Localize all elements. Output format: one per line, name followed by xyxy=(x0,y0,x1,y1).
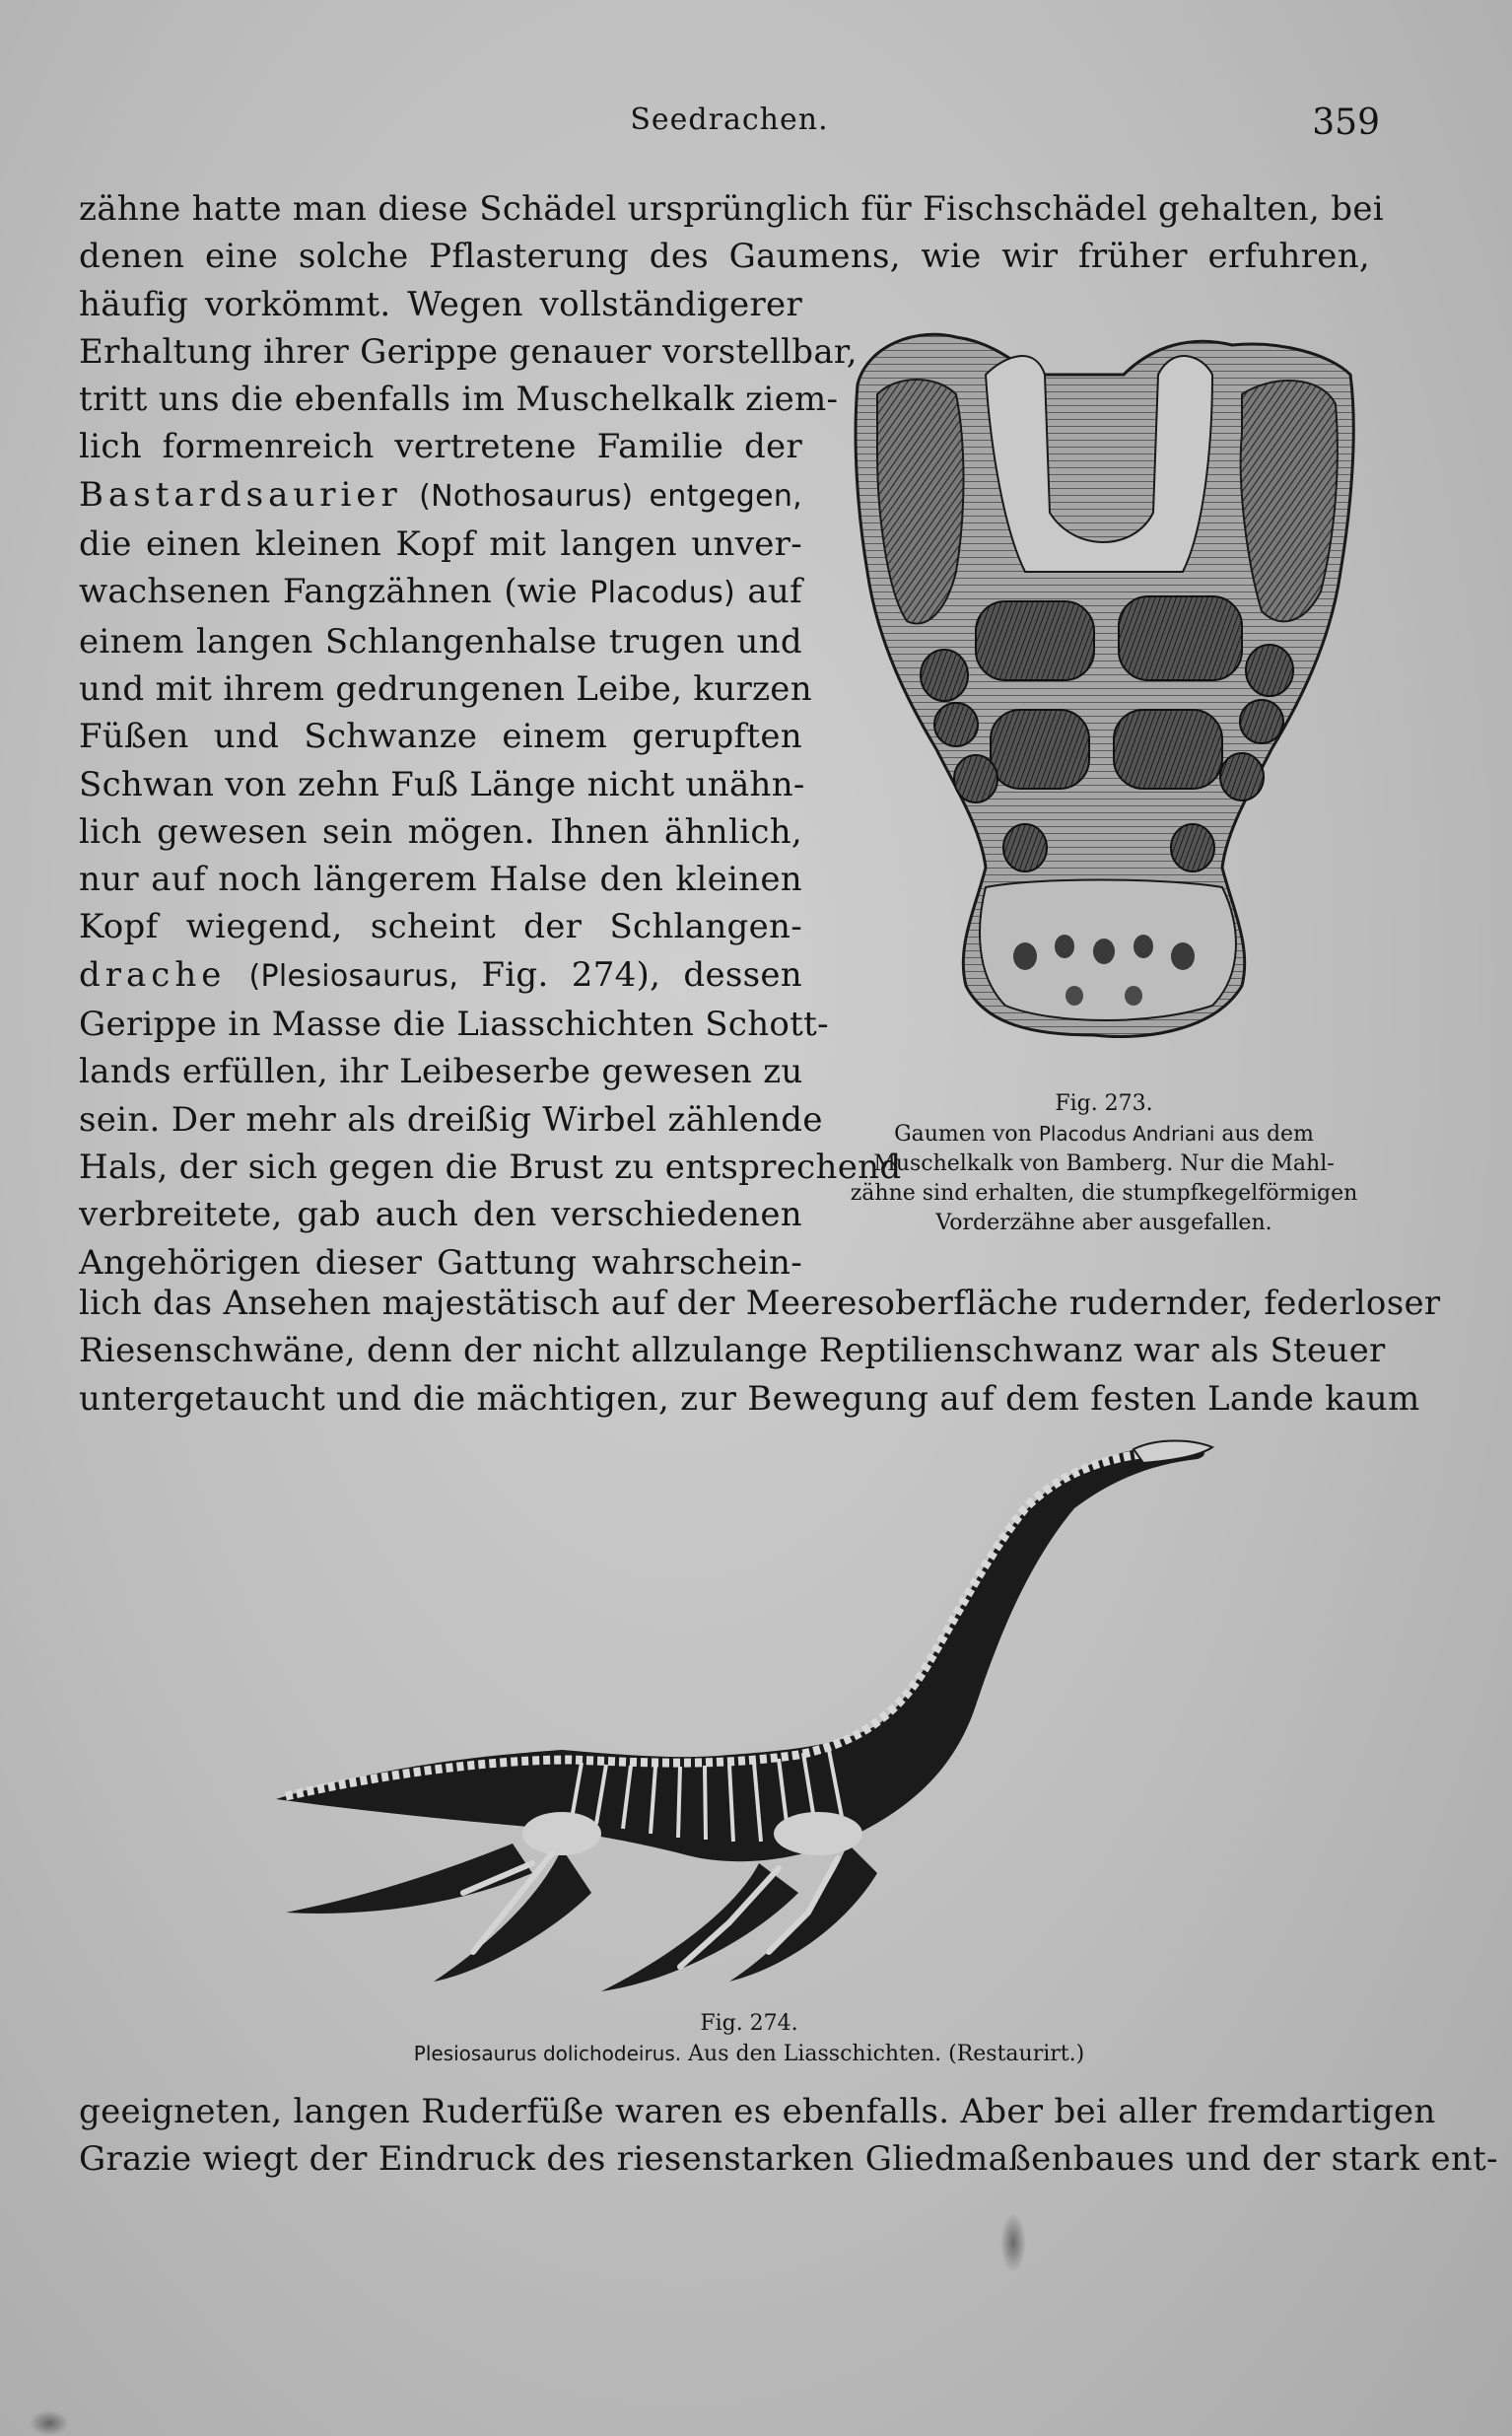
text-line: Grazie wiegt der Eindruck des riesenstarken Gliedmaßenbaues und der stark ent- xyxy=(79,2139,1498,2180)
text-line xyxy=(79,568,802,617)
text-line: denen eine solche Pflasterung des Gaumens, wie wir früher erfuhren, xyxy=(79,237,1370,277)
text-line: die einen kleinen Kopf mit langen unver- xyxy=(79,524,802,565)
text-line: häufig vorkömmt. Wegen vollständigerer xyxy=(79,284,802,324)
text-line xyxy=(79,951,802,1001)
text-line: zähne hatte man diese Schädel ursprünglich für Fischschädel gehalten, bei xyxy=(79,189,1384,229)
page-header xyxy=(79,103,1380,152)
text-line: lich gewesen sein mögen. Ihnen ähnlich, xyxy=(79,811,802,852)
text-line: sein. Der mehr als dreißig Wirbel zählende xyxy=(79,1099,823,1140)
figure-274-caption xyxy=(266,2009,1232,2069)
caption-line: Muschelkalk von Bamberg. Nur die Mahl- xyxy=(873,1151,1335,1176)
text-line xyxy=(79,471,802,521)
text-line: Riesenschwäne, denn der nicht allzulange Reptilienschwanz war als Steuer xyxy=(79,1331,1386,1371)
ink-stain xyxy=(1000,2213,1026,2272)
text-middle-full xyxy=(79,1280,1441,1423)
running-head: Seedrachen. xyxy=(630,103,829,137)
figure-273 xyxy=(838,315,1370,1235)
figure-273-label: Fig. 273. xyxy=(1055,1091,1153,1116)
text-line: geeigneten, langen Ruderfüße waren es ebenfalls. Aber bei aller fremdartigen xyxy=(79,2092,1436,2131)
text-fragment: Fig. 274), dessen xyxy=(481,954,802,995)
caption-line xyxy=(838,1119,1370,1149)
text-line: Erhaltung ihrer Gerippe genauer vorstellbar, xyxy=(79,331,858,372)
text-line: tritt uns die ebenfalls im Muschelkalk ziem- xyxy=(79,380,839,420)
text-line: untergetaucht und die mächtigen, zur Bewegung auf dem festen Lande kaum xyxy=(79,1378,1420,1419)
emphasized-term: drache xyxy=(79,954,227,995)
text-fragment: wachsenen Fangzähnen (wie xyxy=(79,572,578,612)
text-line: einem langen Schlangenhalse trugen und xyxy=(79,621,802,661)
placodus-palate-illustration xyxy=(838,315,1370,1084)
text-line: und mit ihrem gedrungenen Leibe, kurzen xyxy=(79,668,812,709)
figure-274-label: Fig. 274. xyxy=(700,2011,798,2036)
page-number: 359 xyxy=(1312,103,1380,143)
emphasized-term: Bastardsaurier xyxy=(79,474,402,515)
caption-line: zähne sind erhalten, die stumpfkegelförmigen xyxy=(850,1181,1358,1206)
text-line: Angehörigen dieser Gattung wahrschein- xyxy=(79,1242,802,1283)
caption-text: Aus den Liasschichten. (Restaurirt.) xyxy=(688,2042,1085,2066)
text-line: Hals, der sich gegen die Brust zu entsprechend xyxy=(79,1147,902,1187)
text-line: verbreitete, gab auch den verschiedenen xyxy=(79,1195,802,1235)
text-line: lich das Ansehen majestätisch auf der Meeresoberfläche rudernder, federloser xyxy=(79,1284,1441,1323)
latin-species-name: Placodus Andriani xyxy=(1038,1122,1215,1146)
latin-species-name: Plesiosaurus dolichodeirus. xyxy=(413,2042,682,2065)
text-line: lich formenreich vertretene Familie der xyxy=(79,427,802,467)
text-line: Kopf wiegend, scheint der Schlangen- xyxy=(79,907,802,947)
latin-term: Placodus) xyxy=(589,576,736,611)
caption-line xyxy=(266,2039,1232,2069)
text-top-full xyxy=(79,185,1384,281)
text-line: nur auf noch längerem Halse den kleinen xyxy=(79,860,802,900)
text-line: lands erfüllen, ihr Leibeserbe gewesen zu xyxy=(79,1052,803,1092)
text-line: Füßen und Schwanze einem gerupften xyxy=(79,717,802,757)
text-line: Schwan von zehn Fuß Länge nicht unähn- xyxy=(79,764,805,804)
text-fragment: auf xyxy=(747,572,802,612)
plesiosaurus-skeleton-illustration xyxy=(266,1429,1232,2001)
figure-274 xyxy=(266,1429,1232,2066)
caption-text: Gaumen von xyxy=(894,1122,1032,1147)
text-line: Gerippe in Masse die Liasschichten Schott- xyxy=(79,1005,829,1045)
text-bottom-full xyxy=(79,2088,1498,2184)
figure-273-caption xyxy=(838,1089,1370,1238)
caption-line: Vorderzähne aber ausgefallen. xyxy=(935,1211,1272,1235)
text-side-column xyxy=(79,281,902,1287)
caption-text: aus dem xyxy=(1221,1122,1314,1147)
ink-stain xyxy=(30,2410,69,2436)
latin-term: (Plesiosaurus, xyxy=(248,958,459,994)
latin-term: (Nothosaurus) entgegen, xyxy=(419,478,803,514)
